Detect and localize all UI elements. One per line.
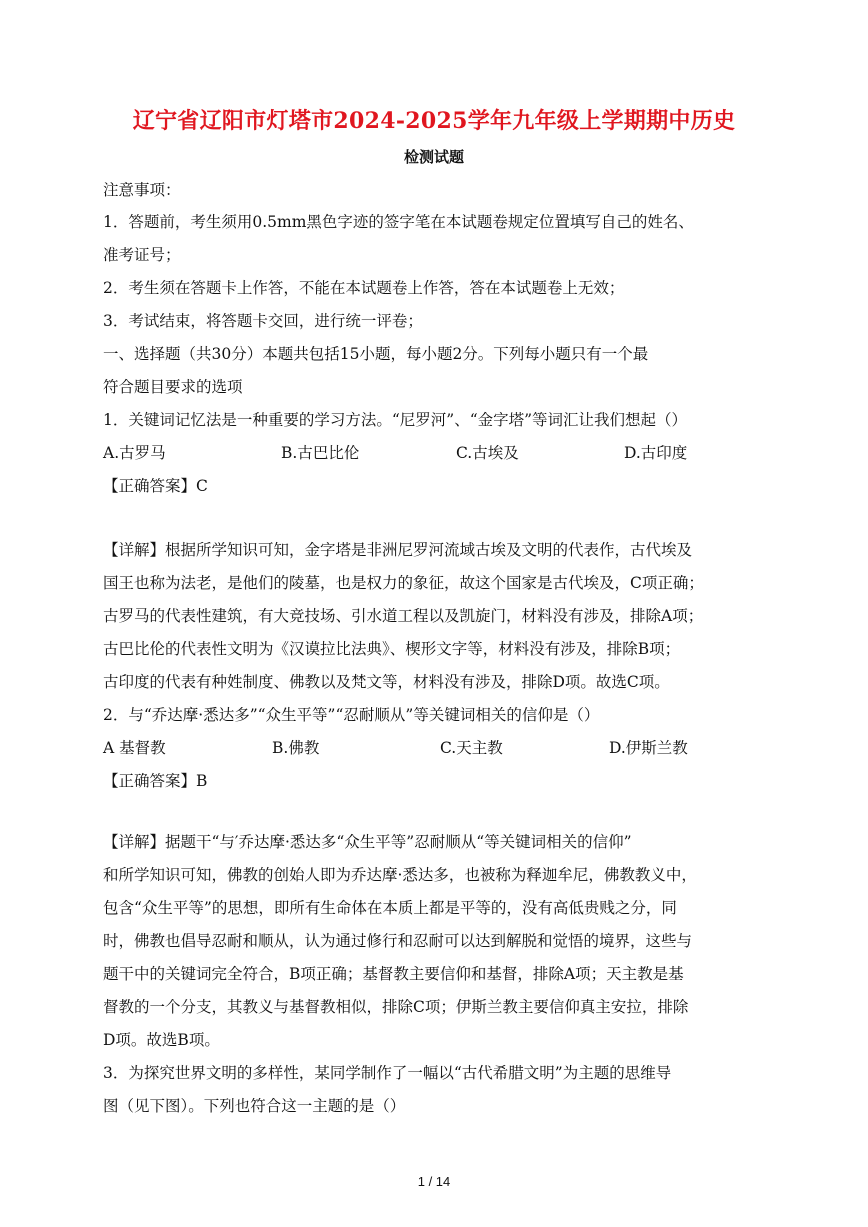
q2-explain-line: D项。故选B项。 bbox=[103, 1031, 220, 1049]
q2-explain-line: 题干中的关键词完全符合，B项正确；基督教主要信仰和基督，排除A项；天主教是基 bbox=[103, 965, 684, 983]
q2-option-d: D.伊斯兰教 bbox=[609, 739, 688, 757]
q1-answer: 【正确答案】C bbox=[103, 477, 208, 495]
section-heading-1: 一、选择题（共30分）本题共包括15小题，每小题2分。下列每小题只有一个最 bbox=[103, 345, 649, 363]
q3-stem-a: 3．为探究世界文明的多样性，某同学制作了一幅以“古代希腊文明”为主题的思维导 bbox=[103, 1064, 672, 1082]
q1-stem: 1．关键词记忆法是一种重要的学习方法。“尼罗河”、“金字塔”等词汇让我们想起（） bbox=[103, 411, 688, 429]
notice-item-3: 3．考试结束，将答题卡交回，进行统一评卷； bbox=[103, 312, 423, 330]
notice-item-1b: 准考证号； bbox=[103, 246, 181, 264]
page-number: 1 / 14 bbox=[417, 1174, 451, 1189]
document-subtitle: 检测试题 bbox=[403, 148, 464, 166]
q3-stem-b: 图（见下图）。下列也符合这一主题的是（） bbox=[103, 1097, 406, 1115]
notice-heading: 注意事项： bbox=[103, 181, 181, 199]
q1-option-b: B.古巴比伦 bbox=[281, 444, 360, 462]
section-heading-2: 符合题目要求的选项 bbox=[103, 378, 243, 396]
q1-option-a: A.古罗马 bbox=[103, 444, 166, 462]
q2-option-a: A 基督教 bbox=[103, 739, 166, 757]
q2-answer: 【正确答案】B bbox=[103, 772, 208, 790]
q2-option-c: C.天主教 bbox=[440, 739, 503, 757]
q1-explain-line: 古巴比伦的代表性文明为《汉谟拉比法典》、楔形文字等，材料没有涉及，排除B项； bbox=[103, 640, 681, 658]
q2-option-b: B.佛教 bbox=[272, 739, 320, 757]
notice-item-1a: 1．答题前，考生须用0.5mm黑色字迹的签字笔在本试题卷规定位置填写自己的姓名、 bbox=[103, 213, 694, 231]
q1-option-d: D.古印度 bbox=[624, 444, 688, 462]
q1-option-c: C.古埃及 bbox=[456, 444, 519, 462]
q2-explain-line: 时，佛教也倡导忍耐和顺从，认为通过修行和忍耐可以达到解脱和觉悟的境界，这些与 bbox=[103, 932, 693, 950]
q2-explain-line: 包含“众生平等”的思想，即所有生命体在本质上都是平等的，没有高低贵贱之分，同 bbox=[103, 899, 677, 917]
q2-explain-line: 和所学知识可知，佛教的创始人即为乔达摩·悉达多，也被称为释迦牟尼，佛教教义中， bbox=[103, 866, 697, 884]
document-title: 辽宁省辽阳市灯塔市2024-2025学年九年级上学期期中历史 bbox=[132, 108, 736, 134]
q2-explain-line: 督教的一个分支，其教义与基督教相似，排除C项；伊斯兰教主要信仰真主安拉，排除 bbox=[103, 998, 689, 1016]
q1-explain-line: 古印度的代表有种姓制度、佛教以及梵文等，材料没有涉及，排除D项。故选C项。 bbox=[103, 673, 670, 691]
q2-stem: 2．与“乔达摩·悉达多”“众生平等”“忍耐顺从”等关键词相关的信仰是（） bbox=[103, 706, 600, 724]
q1-explain-line: 古罗马的代表性建筑，有大竞技场、引水道工程以及凯旋门，材料没有涉及，排除A项； bbox=[103, 607, 704, 625]
q2-explain-line: 【详解】据题干“与′乔达摩·悉达多“众生平等”忍耐顺从“等关键词相关的信仰” bbox=[103, 833, 632, 851]
notice-item-2: 2．考生须在答题卡上作答，不能在本试题卷上作答，答在本试题卷上无效； bbox=[103, 279, 625, 297]
q1-explain-line: 国王也称为法老，是他们的陵墓，也是权力的象征，故这个国家是古代埃及，C项正确； bbox=[103, 574, 704, 592]
q1-explain-line: 【详解】根据所学知识可知，金字塔是非洲尼罗河流域古埃及文明的代表作，古代埃及 bbox=[103, 541, 693, 559]
